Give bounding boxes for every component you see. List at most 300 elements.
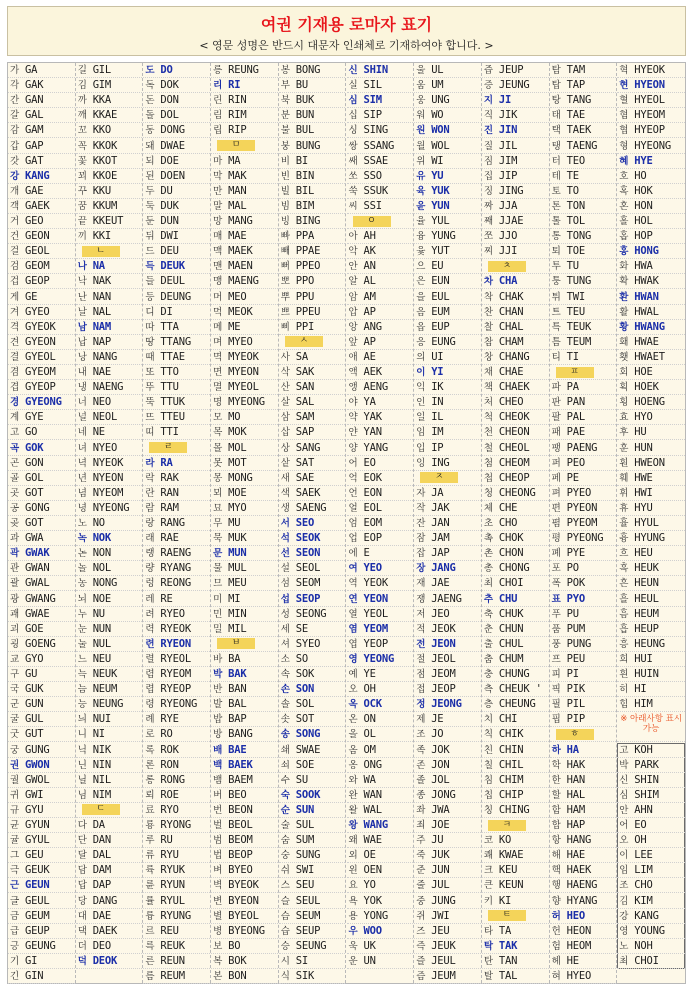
romanized-name: KKOK [92,139,118,152]
hangul-syllable: 굿 [10,729,20,741]
table-row [617,667,685,682]
table-row [482,516,549,531]
table-row [617,531,685,546]
romanized-name: JUNG [431,894,456,907]
table-row [279,471,346,486]
romanized-name: CHEOM [498,456,530,469]
table-row [482,803,549,818]
romanized-name: UNG [431,94,450,107]
table-row [550,335,617,350]
romanized-name: GUK [25,683,44,696]
table-row [143,909,210,924]
table-row [414,259,481,274]
hangul-syllable: 뚝 [145,397,155,409]
hangul-syllable: 핵 [551,865,561,877]
table-row [8,123,75,138]
romanized-name: JAM [431,532,450,545]
table-row [482,848,549,863]
table-row [482,743,549,758]
table-row [482,139,549,154]
hangul-syllable: 저 [416,608,426,620]
table-row [617,305,685,320]
table-row [550,184,617,199]
table-row [8,274,75,289]
romanized-name: MEO [228,290,247,303]
romanized-name: CHEOL [498,441,530,454]
hangul-syllable: 뻐 [280,261,290,273]
table-row [279,305,346,320]
table-row [617,350,685,365]
hangul-syllable: 손 [280,684,290,696]
table-row [76,697,143,712]
table-row [279,214,346,229]
hangul-syllable: 섭 [280,593,290,605]
romanized-name: WA [363,773,376,786]
romanized-name: PPA [295,230,315,243]
table-row [482,652,549,667]
table-row [617,139,685,154]
hangul-syllable: 너 [77,397,87,409]
hangul-syllable: 길 [77,65,87,76]
consonant-section-header: ㅎ [556,729,594,740]
table-row [279,380,346,395]
romanized-name: GEUL [25,894,50,907]
hangul-syllable: 힘 [619,699,629,711]
table-row [347,425,414,440]
hangul-syllable: 잉 [416,457,426,469]
hangul-syllable: 탄 [483,955,494,967]
romanized-name: WOL [431,139,450,152]
hangul-syllable: 페 [551,472,561,484]
romanized-name: YEOL [363,607,388,620]
table-row [211,78,278,93]
romanized-name: MAEN [228,260,253,273]
hangul-syllable: 쌔 [348,155,358,167]
table-row [279,350,346,365]
hangul-syllable: 활 [619,306,629,318]
table-row [550,924,617,939]
table-row [414,93,481,108]
table-row [211,939,278,954]
romanized-name: CHAN [498,305,524,318]
table-row [347,123,414,138]
hangul-syllable: 박 [213,669,223,680]
table-row [550,954,617,969]
table-row [279,607,346,622]
romanized-name: EUL [431,290,450,303]
romanized-name: NA [92,260,105,273]
romanized-name: KWAE [498,849,524,862]
hangul-syllable: 대 [77,910,87,922]
hangul-syllable: 균 [10,820,20,831]
romanized-name: NEUM [92,683,118,696]
hangul-syllable: 공 [10,502,20,514]
table-row [482,531,549,546]
hangul-syllable: 왼 [348,865,358,877]
table-row [550,244,617,259]
table-row [76,169,143,184]
table-row [617,561,685,576]
romanized-name: KKO [92,124,112,137]
hangul-syllable: 널 [77,412,87,424]
table-row [143,229,210,244]
table-row [482,123,549,138]
hangul-syllable: 립 [213,125,223,137]
romanized-name: DI [160,305,173,318]
table-row [347,380,414,395]
table-row [617,954,685,969]
hangul-syllable: 력 [145,623,155,635]
romanized-name: SAN [295,381,315,394]
romanized-name: SHIN [634,773,659,786]
table-row [211,652,278,667]
romanized-name: TAL [498,970,518,982]
hangul-syllable: 흰 [619,669,629,680]
romanized-name: OH [363,683,376,696]
romanized-name: JING [498,184,524,197]
romanized-name: YUN [431,199,450,212]
romanized-name: SAENG [295,501,327,514]
hangul-syllable: 버 [213,789,223,801]
table-row [279,441,346,456]
romanized-name: MO [228,411,241,424]
hangul-syllable: 막 [213,170,223,182]
table-row [279,365,346,380]
romanized-name: PPEU [295,305,321,318]
romanized-name: HYEOK [634,64,665,76]
hangul-syllable: 득 [145,261,155,273]
hangul-syllable: 준 [416,865,426,877]
romanized-name: JIK [498,109,518,122]
hangul-syllable: 태 [551,110,561,122]
romanized-name: CHEUK ' [498,683,542,696]
hangul-syllable: 소 [280,653,290,665]
hangul-syllable: 톨 [551,216,561,227]
hangul-syllable: 고 [10,427,20,439]
romanized-name: CHING [498,803,530,816]
romanized-name: CHEUNG [498,698,536,711]
hangul-syllable: 쌍 [348,140,358,152]
table-row [414,939,481,954]
hangul-syllable: 박 [619,759,629,771]
romanized-name: HEUL [634,592,659,605]
hangul-syllable: 척 [483,412,494,424]
hangul-syllable: 래 [145,533,155,545]
table-row [76,108,143,123]
romanized-name: CHO [634,879,653,892]
table-row [617,380,685,395]
table-row [550,561,617,576]
romanized-name: HAK [566,758,585,771]
hangul-syllable: 최 [483,578,494,590]
table-row [143,622,210,637]
table-row [550,516,617,531]
romanized-name: JU [431,834,444,847]
table-row [211,878,278,893]
romanized-name: NANG [92,350,118,363]
hangul-syllable: 낭 [77,351,87,363]
hangul-syllable: 째 [483,216,494,227]
table-row [211,546,278,561]
romanized-name: NIL [92,773,112,786]
hangul-syllable: 곡 [10,442,20,454]
romanized-name: HYANG [566,894,598,907]
hangul-syllable: 확 [619,276,629,288]
hangul-syllable: 층 [483,699,494,711]
romanized-name: SEOP [295,592,321,605]
table-row [143,712,210,727]
romanized-name: NYEONG [92,501,130,514]
table-row [279,456,346,471]
romanized-name: HOENG [634,396,665,409]
hangul-syllable: 직 [483,110,494,122]
table-row [414,441,481,456]
hangul-syllable: 현 [619,80,629,92]
romanized-name: DWAE [160,139,185,152]
hangul-syllable: 묵 [213,533,223,545]
hangul-syllable: 탕 [551,95,561,107]
romanized-name: SAK [295,366,315,378]
hangul-syllable: 적 [416,623,426,635]
romanized-name: NIM [92,788,112,801]
table-row [414,229,481,244]
table-row [76,456,143,471]
hangul-syllable: 압 [348,306,358,318]
hangul-syllable: 반 [213,684,223,696]
table-row [211,456,278,471]
romanized-name: JA [431,486,444,499]
romanized-name: SAL [295,396,315,409]
romanized-name: HU [634,426,647,439]
table-row [550,773,617,788]
hangul-syllable: 치 [483,714,494,726]
hangul-syllable: 왈 [348,804,358,816]
table-row [617,365,685,380]
consonant-section-header: ㅅ [285,336,323,347]
romanized-name: NOL [92,562,112,575]
romanized-name: DOE [160,154,179,167]
table-row [550,637,617,652]
romanized-name: GAT [25,154,44,167]
romanized-name: BYEO [228,864,253,877]
hangul-syllable: 비 [280,155,290,167]
romanized-name: EUNG [431,335,456,348]
hangul-syllable: 퇴 [551,246,561,258]
table-row [8,803,75,818]
romanized-name: ON [363,713,376,726]
table-row [8,667,75,682]
romanized-name: NIK [92,743,112,756]
romanized-name: GYEON [25,335,56,348]
table-row [550,199,617,214]
hangul-syllable: 꿈 [77,200,87,212]
table-row [211,712,278,727]
table-row [211,350,278,365]
romanized-name: NYEON [92,471,124,484]
hangul-syllable: 등 [145,291,155,303]
table-row [414,727,481,742]
hangul-syllable: 혈 [619,95,629,107]
hangul-syllable: 밥 [213,714,223,726]
romanized-name: PI [566,668,579,680]
romanized-name: NOE [92,592,112,605]
table-row [414,78,481,93]
romanized-name: JANG [431,562,456,575]
romanized-name: CHU [498,592,518,605]
table-row [143,380,210,395]
table-row [347,803,414,818]
romanized-name: JEUNG [498,79,530,92]
table-row [347,697,414,712]
table-row [211,637,278,652]
hangul-syllable: 첨 [483,457,494,469]
hangul-syllable: 억 [348,472,358,484]
hangul-syllable: 물 [213,563,223,575]
table-row [211,259,278,274]
hangul-syllable: 불 [280,125,290,137]
hangul-syllable: 원 [416,125,426,137]
hangul-syllable: 잠 [416,533,426,545]
hangul-syllable: 땅 [145,336,155,348]
table-row [76,259,143,274]
table-row [617,939,685,954]
hangul-syllable: 월 [416,140,426,152]
hangul-syllable: 날 [77,306,87,318]
table-row [8,486,75,501]
romanized-name: POK [566,577,585,590]
hangul-syllable: 청 [483,487,494,499]
table-row [143,486,210,501]
romanized-name: GAL [25,109,44,122]
hangul-syllable: 강 [10,170,20,182]
table-row [482,290,549,305]
hangul-syllable: 히 [619,684,629,696]
romanized-name: PEO [566,456,585,469]
table-row [279,576,346,591]
table-row [482,622,549,637]
table-row [279,818,346,833]
romanized-name: CHUK [498,607,524,620]
hangul-syllable: 제 [416,714,426,726]
romanized-name: RIN [228,94,247,107]
table-row [8,259,75,274]
romanized-name: OE [363,849,376,862]
table-row [550,320,617,335]
hangul-syllable: 욕 [348,895,358,907]
table-row [8,622,75,637]
hangul-syllable: 흘 [619,593,629,605]
romanized-name: AK [363,245,376,258]
table-row [8,335,75,350]
romanized-name: TAENG [566,139,598,152]
romanized-name: PUNG [566,637,592,650]
romanized-name: RAENG [160,547,191,560]
hangul-syllable: 김 [77,80,87,92]
table-row [143,682,210,697]
hangul-syllable: 돈 [145,95,155,107]
romanized-name: TAP [566,79,585,92]
table-row [482,244,549,259]
romanized-name: SEUL [295,894,321,907]
hangul-syllable: 칙 [483,729,494,741]
hangul-syllable: 처 [483,397,494,409]
hangul-syllable: 뢰 [145,789,155,801]
table-row [414,290,481,305]
table-row [347,531,414,546]
table-row [279,561,346,576]
romanized-name: DON [160,94,179,107]
romanized-name: BANG [228,728,253,741]
table-row [143,561,210,576]
romanized-name: RYEO [160,607,185,620]
table-row [414,652,481,667]
romanized-name: CHA [498,275,518,288]
romanized-name: GYEO [25,305,50,318]
hangul-syllable: 니 [77,729,87,741]
table-row [550,652,617,667]
hangul-syllable: 안 [619,804,629,816]
romanized-name: RYEOK [160,622,191,635]
romanized-name: CHAE [498,366,524,378]
romanized-name: AH [363,230,376,243]
table-row [211,229,278,244]
romanized-name: PYEOM [566,517,598,529]
table-row [347,410,414,425]
table-row [76,350,143,365]
hangul-syllable: 몰 [213,442,223,454]
hangul-syllable: 렵 [145,684,155,696]
table-row [279,712,346,727]
romanized-name: GWAN [25,562,50,575]
romanized-name: HYE [634,154,653,167]
table-row [8,894,75,909]
table-row [8,682,75,697]
table-row [550,350,617,365]
hangul-syllable: 장 [416,563,426,575]
table-row [617,78,685,93]
romanized-name: DEUL [160,275,185,288]
table-row [143,607,210,622]
table-row [414,592,481,607]
table-row [143,501,210,516]
table-row [76,637,143,652]
table-row [211,501,278,516]
table-row [482,214,549,229]
hangul-syllable: 귀 [10,789,20,801]
romanized-name: DAE [92,909,112,922]
table-row [211,894,278,909]
romanized-name: SHIN [363,64,388,76]
table-row [482,863,549,878]
table-row [8,712,75,727]
romanized-name: KI [498,894,512,907]
table-row [279,274,346,289]
romanized-name: GEUP [25,924,50,937]
romanized-name: TTEU [160,411,185,424]
table-row [617,758,685,773]
hangul-syllable: 추 [483,593,494,605]
table-row [76,244,143,259]
table-row [617,818,685,833]
hangul-syllable: 입 [416,442,426,454]
table-row [414,169,481,184]
romanized-name: RYONG [160,819,191,831]
table-row [414,863,481,878]
romanized-name: TTAE [160,350,185,363]
romanized-name: GWA [25,532,44,545]
romanized-name: HA [566,743,579,756]
table-row [143,788,210,803]
